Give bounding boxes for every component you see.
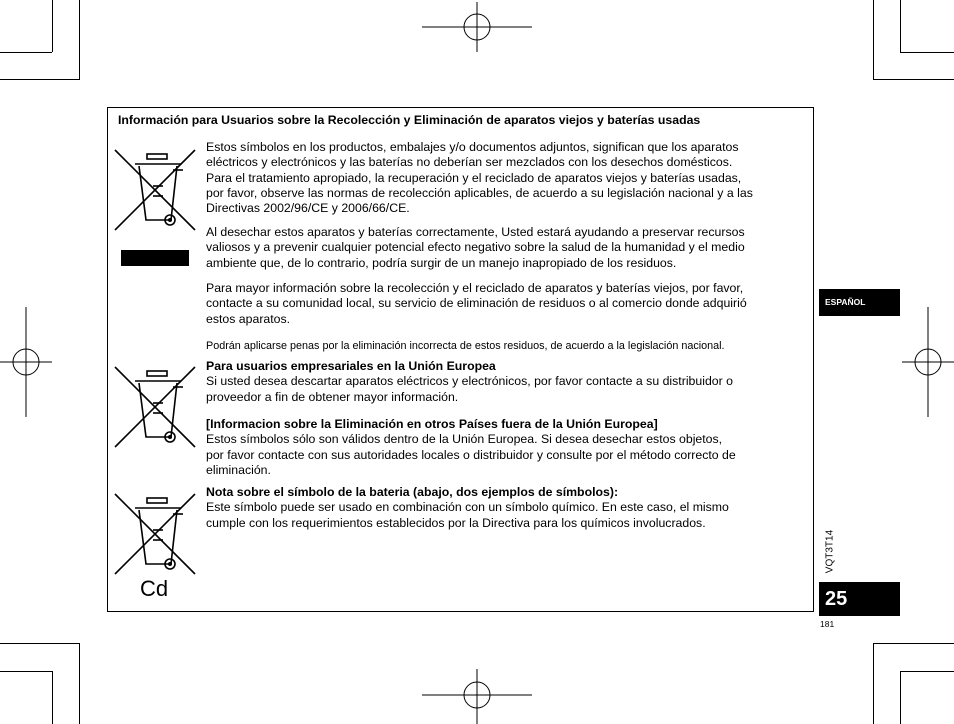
crop-mark-icon [900, 671, 954, 672]
page-number: 25 [819, 582, 900, 616]
crop-mark-icon [79, 0, 80, 80]
text-line: Este símbolo puede ser usado en combinación con un símbolo químico. En este caso, el mismo [206, 500, 729, 515]
registration-mark-icon [422, 669, 532, 724]
crossed-out-wheelie-bin-icon [113, 148, 197, 234]
text-line: Para el tratamiento apropiado, la recuperación y el reciclado de aparatos viejos y baterías usadas, [206, 170, 742, 185]
text-line: Directivas 2002/96/CE y 2006/66/CE. [206, 201, 410, 216]
crop-mark-icon [900, 671, 901, 724]
crop-mark-icon [0, 671, 52, 672]
text-line: Al desechar estos aparatos y baterías correctamente, Usted estará ayudando a preservar recursos [206, 225, 745, 239]
chemical-symbol: Cd [140, 576, 169, 601]
battery-note-heading: Nota sobre el símbolo de la bateria (abajo, dos ejemplos de símbolos): [206, 485, 619, 499]
text-line: Estos símbolos en los productos, embalajes y/o documentos adjuntos, significan que los aparatos [206, 140, 739, 154]
text-line: Si usted desea descartar aparatos eléctricos y electrónicos, por favor contacte a su distribuidor o [206, 374, 733, 389]
penalty-note: Podrán aplicarse penas por la eliminación incorrecta de estos residuos, de acuerdo a la legislación nacional. [206, 340, 725, 352]
crop-mark-icon [0, 643, 80, 644]
crop-mark-icon [0, 79, 80, 80]
registration-mark-icon [0, 307, 52, 417]
business-users-section [206, 359, 733, 405]
paragraph-more-info [206, 281, 747, 327]
crop-mark-icon [79, 643, 80, 724]
crop-mark-icon [0, 52, 52, 53]
section-title: Información para Usuarios sobre la Recolección y Eliminación de aparatos viejos y baterías usadas [118, 113, 701, 127]
text-line: ambiente que, de lo contrario, podría surgir de un manejo inapropiado de los residuos. [206, 255, 677, 270]
paragraph-intro [206, 140, 753, 216]
crop-mark-icon [873, 0, 874, 80]
language-tab: ESPAÑOL [819, 289, 900, 316]
crop-mark-icon [900, 52, 954, 53]
crop-mark-icon [873, 643, 874, 724]
crossed-out-wheelie-bin-icon [113, 365, 197, 451]
text-line: Para mayor información sobre la recolección y el reciclado de aparatos y baterías viejos, por favor, [206, 281, 744, 295]
text-line: eléctricos y electrónicos y las baterías no deberían ser mezclados con los desechos domésticos. [206, 155, 733, 170]
crop-mark-icon [900, 0, 901, 52]
sub-page-number: 181 [820, 619, 835, 629]
text-line: valiosos y a prevenir cualquier potencial efecto negativo sobre la salud de la humanidad y el medio [206, 240, 745, 255]
text-line: por favor, observe las normas de recolección aplicables, de acuerdo a su legislación nacional y a las [206, 185, 753, 200]
crop-mark-icon [873, 643, 954, 644]
crop-mark-icon [52, 0, 53, 52]
text-line: estos aparatos. [206, 311, 291, 326]
registration-mark-icon [902, 307, 954, 417]
battery-note-section [206, 485, 729, 531]
outside-eu-section [206, 417, 736, 478]
business-heading: Para usuarios empresariales en la Unión Europea [206, 359, 496, 373]
text-line: eliminación. [206, 462, 271, 477]
underline-bar [121, 250, 189, 266]
text-line: proveedor a fin de obtener mayor información. [206, 389, 459, 404]
text-line: por favor contacte con sus autoridades locales o distribuidor y consulte por el método correcto de [206, 447, 736, 462]
registration-mark-icon [422, 2, 532, 52]
document-code: VQT3T14 [824, 529, 836, 574]
outside-eu-heading: [Informacion sobre la Eliminación en otros Países fuera de la Unión Europea] [206, 417, 658, 431]
paragraph-benefits [206, 225, 745, 271]
crop-mark-icon [873, 79, 954, 80]
disposal-info-box [107, 107, 814, 612]
text-line: Estos símbolos sólo son válidos dentro de la Unión Europea. Si desea desechar estos objetos, [206, 432, 723, 447]
text-line: contacte a su comunidad local, su servicio de eliminación de residuos o al comercio donde adquirió [206, 296, 747, 311]
crossed-out-wheelie-bin-icon [113, 492, 197, 578]
crop-mark-icon [52, 671, 53, 724]
text-line: cumple con los requerimientos establecidos por la Directiva para los químicos involucrados. [206, 515, 706, 530]
